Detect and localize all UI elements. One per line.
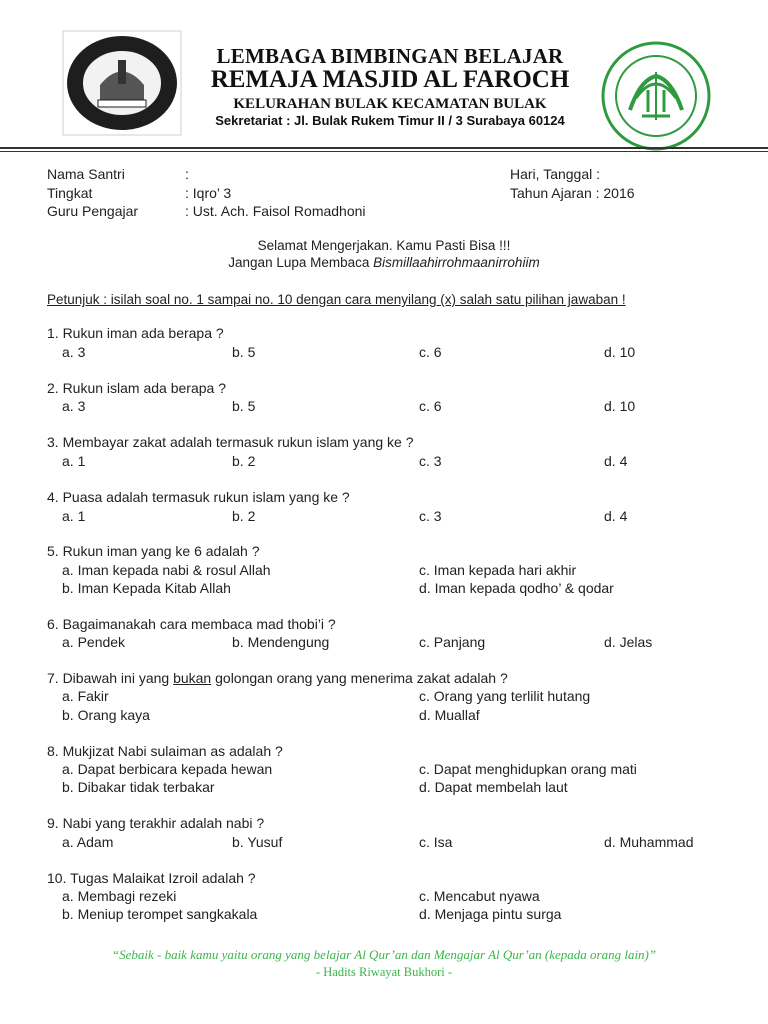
- option-5d[interactable]: d. Iman kepada qodho’ & qodar: [419, 580, 614, 596]
- option-4a[interactable]: a. 1: [62, 508, 86, 524]
- question-4: 4. Puasa adalah termasuk rukun islam yang ke ?: [47, 489, 350, 505]
- question-7-post: golongan orang yang menerima zakat adalah ?: [211, 670, 508, 686]
- option-8c[interactable]: c. Dapat menghidupkan orang mati: [419, 761, 637, 777]
- label-tingkat: Tingkat: [47, 185, 93, 201]
- option-10d[interactable]: d. Menjaga pintu surga: [419, 906, 562, 922]
- option-4c[interactable]: c. 3: [419, 508, 442, 524]
- option-4b[interactable]: b. 2: [232, 508, 256, 524]
- option-4d[interactable]: d. 4: [604, 508, 628, 524]
- header-rule-thick: [0, 147, 768, 149]
- option-8a[interactable]: a. Dapat berbicara kepada hewan: [62, 761, 273, 777]
- question-5: 5. Rukun iman yang ke 6 adalah ?: [47, 543, 260, 559]
- option-2d[interactable]: d. 10: [604, 398, 636, 414]
- option-7d[interactable]: d. Muallaf: [419, 707, 480, 723]
- option-7b[interactable]: b. Orang kaya: [62, 707, 150, 723]
- option-9d[interactable]: d. Muhammad: [604, 834, 694, 850]
- question-8: 8. Mukjizat Nabi sulaiman as adalah ?: [47, 743, 283, 759]
- option-9b[interactable]: b. Yusuf: [232, 834, 283, 850]
- greeting-basmalah: Bismillaahirrohmaanirrohiim: [373, 255, 540, 270]
- greeting-line-2: [0, 255, 768, 270]
- option-2b[interactable]: b. 5: [232, 398, 256, 414]
- option-7c[interactable]: c. Orang yang terlilit hutang: [419, 688, 591, 704]
- option-1b[interactable]: b. 5: [232, 344, 256, 360]
- option-10a[interactable]: a. Membagi rezeki: [62, 888, 177, 904]
- label-hari-tanggal: Hari, Tanggal :: [510, 166, 601, 182]
- option-3c[interactable]: c. 3: [419, 453, 442, 469]
- option-6c[interactable]: c. Panjang: [419, 634, 486, 650]
- header-title: REMAJA MASJID AL FAROCH: [210, 66, 570, 93]
- hadith-quote: “Sebaik - baik kamu yaitu orang yang belajar Al Qur’an dan Mengajar Al Qur’an (kepada orang lain)”: [111, 947, 657, 962]
- option-1d[interactable]: d. 10: [604, 344, 636, 360]
- option-6d[interactable]: d. Jelas: [604, 634, 653, 650]
- option-3d[interactable]: d. 4: [604, 453, 628, 469]
- option-7a[interactable]: a. Fakir: [62, 688, 109, 704]
- value-tingkat: : Iqro’ 3: [185, 185, 232, 201]
- option-1c[interactable]: c. 6: [419, 344, 442, 360]
- question-7: [47, 670, 508, 686]
- header-address: Sekretariat : Jl. Bulak Rukem Timur II / 3 Surabaya 60124: [215, 113, 565, 128]
- question-7-pre: 7. Dibawah ini yang: [47, 670, 174, 686]
- option-3b[interactable]: b. 2: [232, 453, 256, 469]
- option-6b[interactable]: b. Mendengung: [232, 634, 330, 650]
- option-3a[interactable]: a. 1: [62, 453, 86, 469]
- option-1a[interactable]: a. 3: [62, 344, 86, 360]
- bkprmi-logo-right: [600, 40, 712, 152]
- greeting-prefix: Jangan Lupa Membaca: [228, 255, 374, 270]
- option-9a[interactable]: a. Adam: [62, 834, 114, 850]
- question-7-emphasis: bukan: [173, 670, 212, 686]
- value-nama-santri: :: [185, 166, 189, 182]
- greeting-line-1: Selamat Mengerjakan. Kamu Pasti Bisa !!!: [257, 238, 511, 253]
- label-guru-pengajar: Guru Pengajar: [47, 203, 139, 219]
- question-1: 1. Rukun iman ada berapa ?: [47, 325, 224, 341]
- option-8b[interactable]: b. Dibakar tidak terbakar: [62, 779, 215, 795]
- instruction-text: Petunjuk : isilah soal no. 1 sampai no. 10 dengan cara menyilang (x) salah satu pilihan jawaban !: [47, 292, 626, 307]
- institution-logo-left: [62, 30, 182, 136]
- hadith-source: - Hadits Riwayat Bukhori -: [315, 965, 453, 979]
- header-line-1: LEMBAGA BIMBINGAN BELAJAR: [216, 44, 564, 68]
- option-8d[interactable]: d. Dapat membelah laut: [419, 779, 568, 795]
- question-9: 9. Nabi yang terakhir adalah nabi ?: [47, 815, 265, 831]
- option-9c[interactable]: c. Isa: [419, 834, 453, 850]
- option-2c[interactable]: c. 6: [419, 398, 442, 414]
- option-6a[interactable]: a. Pendek: [62, 634, 126, 650]
- question-6: 6. Bagaimanakah cara membaca mad thobi’i ?: [47, 616, 336, 632]
- option-2a[interactable]: a. 3: [62, 398, 86, 414]
- option-5a[interactable]: a. Iman kepada nabi & rosul Allah: [62, 562, 271, 578]
- question-2: 2. Rukun islam ada berapa ?: [47, 380, 226, 396]
- option-5c[interactable]: c. Iman kepada hari akhir: [419, 562, 577, 578]
- label-nama-santri: Nama Santri: [47, 166, 125, 182]
- header-rule-thin: [0, 151, 768, 152]
- label-tahun-ajaran: Tahun Ajaran : 2016: [510, 185, 635, 201]
- question-10: 10. Tugas Malaikat Izroil adalah ?: [47, 870, 256, 886]
- header-line-3: KELURAHAN BULAK KECAMATAN BULAK: [233, 96, 547, 112]
- question-3: 3. Membayar zakat adalah termasuk rukun islam yang ke ?: [47, 434, 414, 450]
- option-10c[interactable]: c. Mencabut nyawa: [419, 888, 540, 904]
- value-guru-pengajar: : Ust. Ach. Faisol Romadhoni: [185, 203, 366, 219]
- option-10b[interactable]: b. Meniup terompet sangkakala: [62, 906, 258, 922]
- option-5b[interactable]: b. Iman Kepada Kitab Allah: [62, 580, 231, 596]
